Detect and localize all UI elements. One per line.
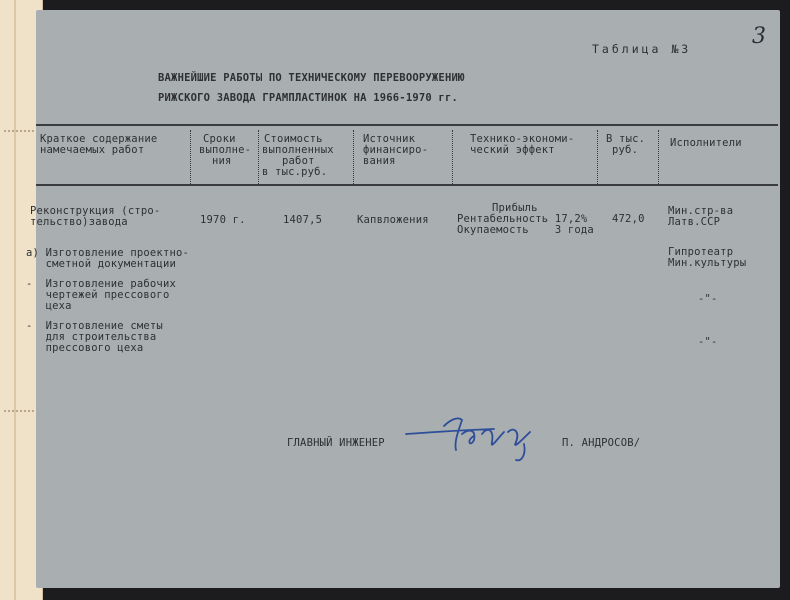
header-line: выполне- [199,144,252,156]
header-line: работ [282,155,315,167]
binder-stitch [4,410,34,412]
column-separator [597,130,598,184]
subitem-line: для строительства [26,331,157,343]
table-top-rule [36,124,778,126]
header-line: Сроки [203,133,236,145]
subitem-line: - Изготовление сметы [26,320,163,332]
column-separator [658,130,659,184]
subitem-line: сметной документации [26,258,176,270]
document-title-line1: ВАЖНЕЙШИЕ РАБОТЫ ПО ТЕХНИЧЕСКОМУ ПЕРЕВООРУЖЕНИЮ [158,72,465,84]
table-label: Таблица №3 [592,42,692,56]
row-executor-line: Латв.ССР [668,216,721,228]
header-line: Источник [363,133,416,145]
row-content-line: Реконструкция (стро- [30,205,161,217]
page-number: 3 [752,24,766,49]
row-effect-line: Окупаемость 3 года [457,224,594,236]
subitem-line: цеха [26,300,72,312]
header-line: ния [212,155,232,167]
subitem-line: прессового цеха [26,342,144,354]
signatory-name: П. АНДРОСОВ/ [562,437,641,449]
header-line: в тыс.руб. [262,166,328,178]
subitem-executor-line: -"- [698,336,718,348]
header-line: Краткое содержание [40,133,158,145]
header-line: вания [363,155,396,167]
row-cost: 1407,5 [283,214,323,226]
row-effect-line: Прибыль [492,202,538,214]
header-line: ческий эффект [470,144,555,156]
document-title-line2: РИЖСКОГО ЗАВОДА ГРАМПЛАСТИНОК НА 1966-1970 гг. [158,92,458,104]
binder-line [14,0,16,600]
header-line: В тыс. [606,133,646,145]
subitem-executor-line: Гипротеатр [668,246,734,258]
column-separator [190,130,191,184]
header-line: намечаемых работ [40,144,145,156]
column-separator [353,130,354,184]
row-source: Капвложения [357,214,429,226]
header-line: Технико-экономи- [470,133,575,145]
header-line: выполненных [262,144,334,156]
row-effect-line: Рентабельность 17,2% [457,213,588,225]
row-effect-sum: 472,0 [612,213,645,225]
handwritten-signature [404,410,564,466]
header-line: Исполнители [670,137,742,149]
column-separator [258,130,259,184]
subitem-line: - Изготовление рабочих [26,278,176,290]
subitem-line: а) Изготовление проектно- [26,247,190,259]
header-line: Стоимость [264,133,323,145]
header-line: руб. [612,144,639,156]
row-executor-line: Мин.стр-ва [668,205,734,217]
binder-stitch [4,130,34,132]
column-separator [452,130,453,184]
subitem-executor-line: -"- [698,293,718,305]
subitem-line: чертежей прессового [26,289,170,301]
signatory-position: ГЛАВНЫЙ ИНЖЕНЕР [287,437,385,449]
table-header-rule [36,184,778,186]
row-term: 1970 г. [200,214,246,226]
subitem-executor-line: Мин.культуры [668,257,747,269]
header-line: финансиро- [363,144,429,156]
row-content-line: тельство)завода [30,216,128,228]
